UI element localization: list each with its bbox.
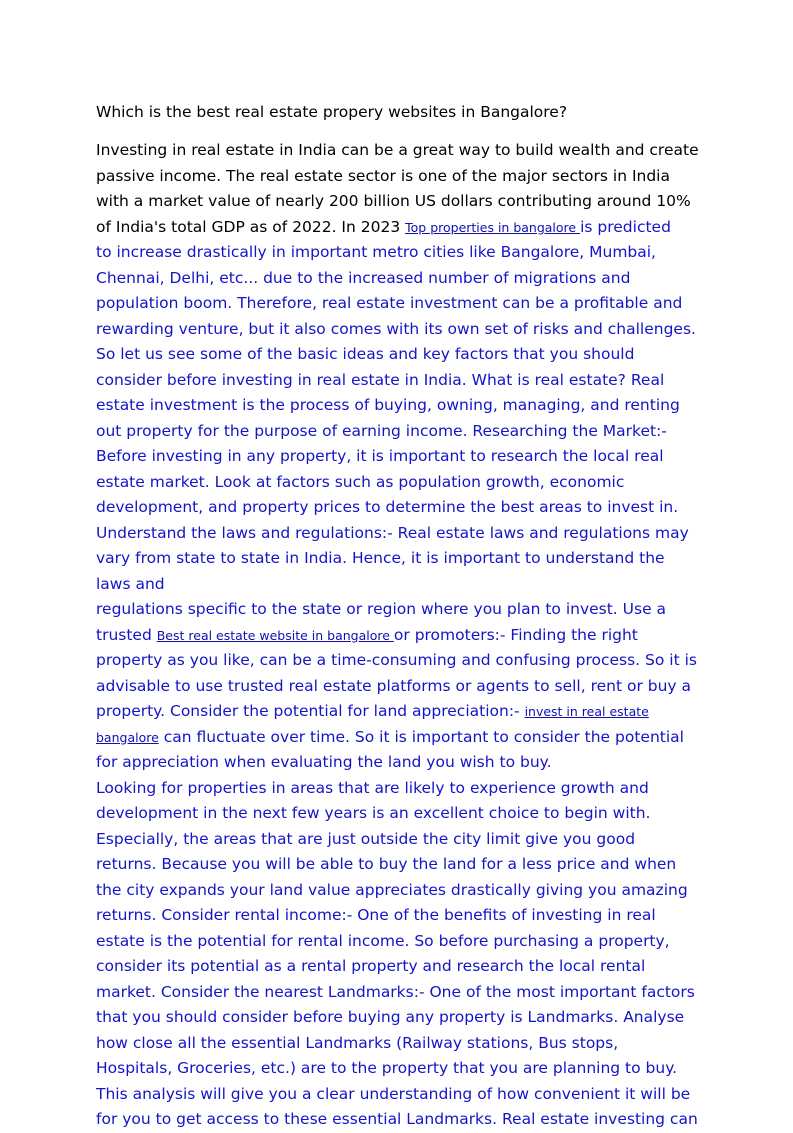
body-line: Before investing in any property, it is important to research the local real	[96, 447, 664, 465]
body-line: consider before investing in real estate in India. What is real estate? Real	[96, 370, 665, 389]
invest-in-real-estate-link-continued[interactable]: bangalore	[96, 729, 159, 745]
body-line: Especially, the areas that are just outside the city limit give you good	[96, 829, 636, 848]
body-line: advisable to use trusted real estate platforms or agents to sell, rent or buy a	[96, 676, 692, 695]
body-line: Understand the laws and regulations:- Real estate laws and regulations may	[96, 523, 689, 542]
body-line: laws and	[96, 574, 165, 593]
body-text: property. Consider the potential for land appreciation:-	[96, 702, 525, 720]
body-line: the city expands your land value appreciates drastically giving you amazing	[96, 880, 688, 899]
body-line: consider its potential as a rental property and research the local rental	[96, 957, 646, 975]
body-line: market. Consider the nearest Landmarks:- One of the most important factors	[96, 982, 695, 1001]
body-text: or promoters:- Finding the right	[393, 625, 638, 644]
body-line: returns. Consider rental income:- One of the benefits of investing in real	[96, 906, 656, 924]
body-line: estate is the potential for rental income. So before purchasing a property,	[96, 931, 670, 950]
body-line: Chennai, Delhi, etc... due to the increased number of migrations and	[96, 268, 631, 287]
best-real-estate-website-link[interactable]: Best real estate website in bangalore	[156, 627, 394, 643]
body-line-with-link	[96, 699, 736, 725]
body-text: of India's total GDP as of 2022. In 2023	[96, 217, 406, 236]
body-line: for appreciation when evaluating the land you wish to buy.	[96, 753, 552, 771]
body-line: Investing in real estate in India can be a great way to build wealth and create	[96, 141, 699, 159]
body-line: that you should consider before buying any property is Landmarks. Analyse	[96, 1008, 685, 1026]
body-line: how close all the essential Landmarks (Railway stations, Bus stops,	[96, 1033, 619, 1052]
body-line: estate investment is the process of buying, owning, managing, and renting	[96, 396, 680, 414]
body-line-with-link	[96, 725, 736, 751]
body-line: passive income. The real estate sector is one of the major sectors in India	[96, 166, 670, 185]
body-line: This analysis will give you a clear understanding of how convenient it will be	[96, 1084, 691, 1103]
body-line: with a market value of nearly 200 billion US dollars contributing around 10%	[96, 192, 691, 210]
body-line: development, and property prices to determine the best areas to invest in.	[96, 498, 679, 516]
body-line: rewarding venture, but it also comes with its own set of risks and challenges.	[96, 319, 696, 338]
body-text: is predicted	[580, 217, 671, 236]
body-text: trusted	[96, 625, 157, 644]
body-line: returns. Because you will be able to buy the land for a less price and when	[96, 855, 677, 873]
body-line-with-link	[96, 623, 736, 649]
body-text: can fluctuate over time. So it is important to consider the potential	[158, 727, 684, 746]
body-line: development in the next few years is an excellent choice to begin with.	[96, 804, 651, 822]
body-line-with-link	[96, 215, 736, 241]
body-line: population boom. Therefore, real estate investment can be a profitable and	[96, 294, 683, 312]
article-body	[96, 138, 736, 1133]
body-line: regulations specific to the state or region where you plan to invest. Use a	[96, 600, 667, 618]
body-line: out property for the purpose of earning income. Researching the Market:-	[96, 421, 667, 440]
body-line: Hospitals, Groceries, etc.) are to the property that you are planning to buy.	[96, 1059, 678, 1077]
body-line: for you to get access to these essential Landmarks. Real estate investing can	[96, 1110, 698, 1128]
body-line: property as you like, can be a time-consuming and confusing process. So it is	[96, 651, 697, 669]
invest-in-real-estate-link[interactable]: invest in real estate	[524, 704, 649, 719]
body-line: to increase drastically in important metro cities like Bangalore, Mumbai,	[96, 243, 656, 261]
body-line: vary from state to state in India. Hence, it is important to understand the	[96, 549, 665, 567]
top-properties-link[interactable]: Top properties in bangalore	[405, 219, 581, 235]
body-line: estate market. Look at factors such as population growth, economic	[96, 472, 625, 491]
body-line: Looking for properties in areas that are likely to experience growth and	[96, 778, 649, 797]
page-title: Which is the best real estate propery websites in Bangalore?	[96, 103, 568, 121]
body-line: So let us see some of the basic ideas and key factors that you should	[96, 345, 635, 363]
